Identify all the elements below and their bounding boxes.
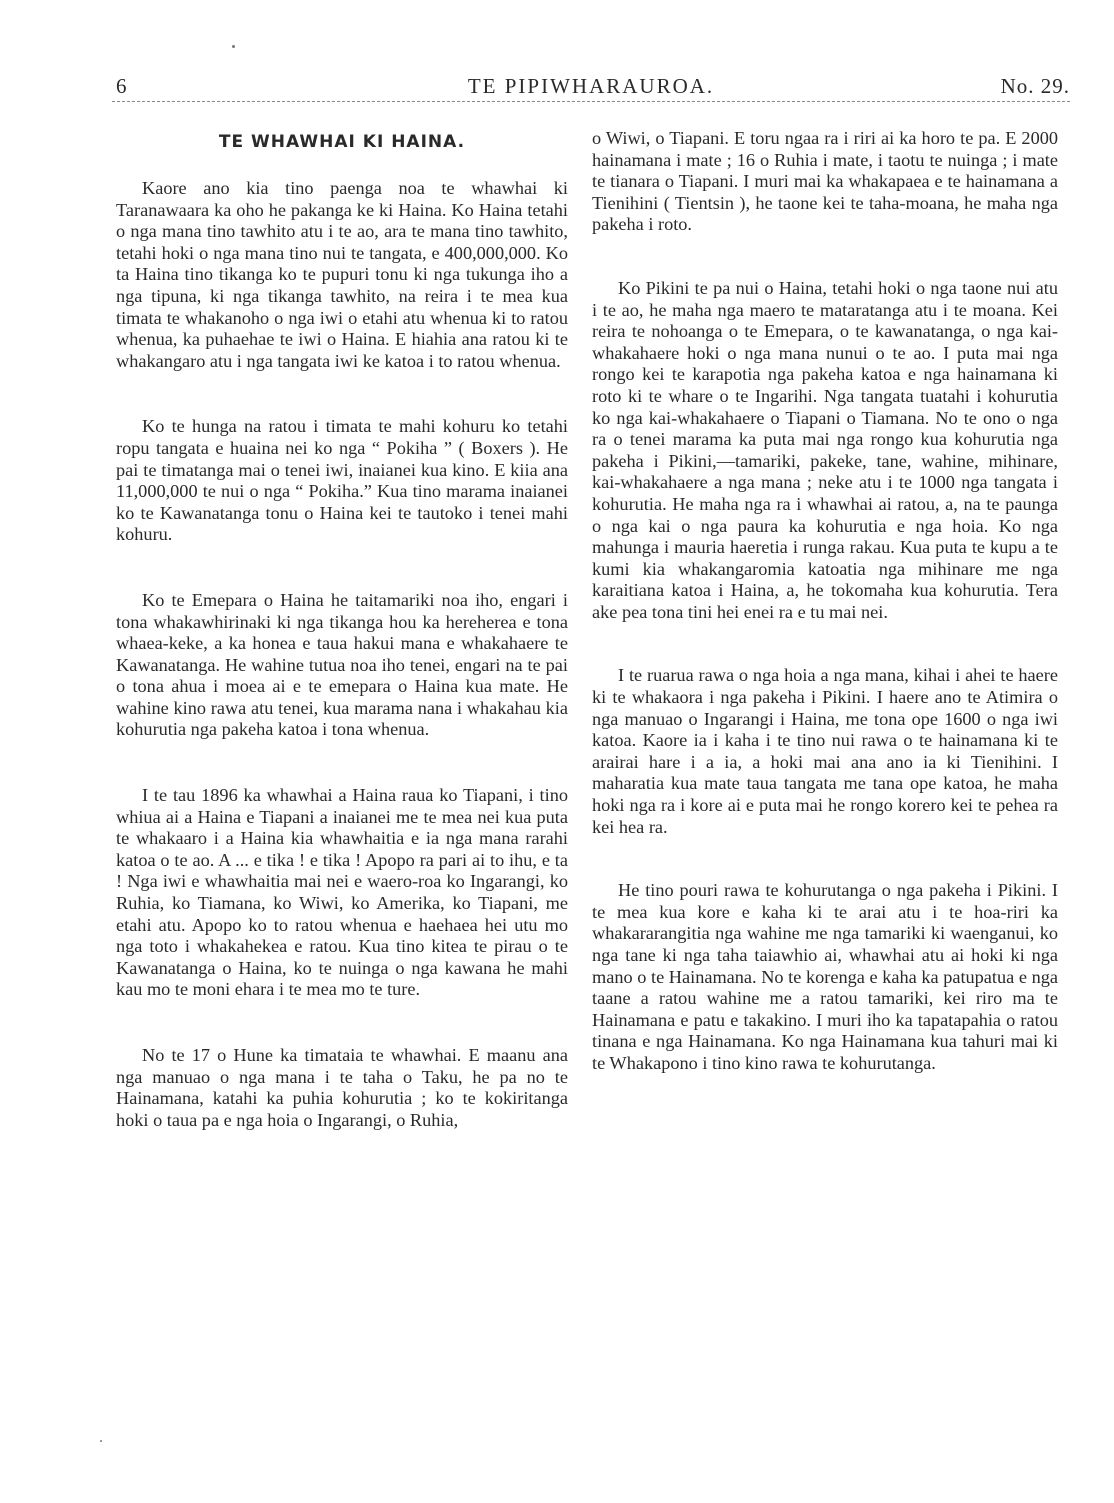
paragraph: Ko te hunga na ratou i timata te mahi kohuru ko tetahi ropu tangata e huaina nei ko nga “ Pokiha ” ( Boxers ). He pai te timatanga mai o tenei iwi, inaianei kua kino. E kiia ana 11,000,000 te nui o nga “ Pokiha.” Kua tino marama inaianei ko te Kawanatanga tonu o Haina kei te tautoko i tenei mahi kohuru. [116, 416, 568, 545]
page-header [112, 74, 1070, 102]
issue-number: No. 29. [1000, 74, 1070, 98]
paragraph-continued: o Wiwi, o Tiapani. E toru ngaa ra i riri ai ka horo te pa. E 2000 hainamana i mate ; 16 o Ruhia i mate, i taotu te nuinga ; i mate te tianara o Tiapani. I muri mai ka whakapaea e te hainamana a Tienihini ( Tientsin ), he taone kei te taha-moana, he maha nga pakeha i roto. [592, 128, 1058, 235]
article-heading: TE WHAWHAI KI HAINA. [218, 132, 466, 152]
paragraph: I te ruarua rawa o nga hoia a nga mana, kihai i ahei te haere ki te whakaora i nga pakeha i Pikini. I haere ano te Atimira o nga manuao o Ingarangi i Haina, me tona ope 1600 o nga iwi katoa. Kaore ia i kaha i te tino nui rawa o te hainamana ki te arairai hare i a ia, a hoki mai ana ano ia ki Tienihini. I maharatia kua mate taua tangata me tana ope katoa, he maha hoki nga ra i kore ai e puta mai he rongo korero kei te pehea ra kei hea ra. [592, 665, 1058, 837]
page-number: 6 [116, 74, 127, 98]
print-speck [100, 1440, 102, 1442]
right-column [592, 128, 1058, 1075]
paragraph: Ko Pikini te pa nui o Haina, tetahi hoki o nga taone nui atu i te ao, he maha nga maero te mataratanga atu i te moana. Kei reira te nohoanga o te Emepara, o te kawanatanga, o nga kai-whakahaere hoki o nga mana nunui o te ao. I puta mai nga rongo kei te karapotia nga pakeha katoa e nga hainamana ki roto ki te whare o te Ingarihi. Nga tangata tuatahi i kohurutia ko nga kai-whakahaere o Tiapani o Tiamana. No te ono o nga ra o tenei marama ka puta mai nga rongo kua kohurutia nga pakeha i Pikini,—tamariki, pakeke, tane, wahine, mihinare, kai-whakahaere a nga mana ; neke atu i te 1000 nga tangata i kohurutia. He maha nga ra i whawhai ai ratou, a, na te paunga o nga kai o nga paura ka kohurutia e nga hoia. Ko nga mahunga i mauria haeretia i runga rakau. Kua puta te kupu a te kumi kia whakangaromia katoatia nga mihinare me nga karaitiana katoa i Haina, a, he tokomaha kua kohurutia. Tera ake pea tona tini hei enei ra e tu mai nei. [592, 277, 1058, 622]
header-rule [112, 101, 1070, 102]
paragraph: No te 17 o Hune ka timataia te whawhai. E maanu ana nga manuao o nga mana i te taha o Taku, he pa no te Hainamana, katahi ka puhia kohurutia ; ko te kokiritanga hoki o taua pa e nga hoia o Ingarangi, o Ruhia, [116, 1045, 568, 1130]
paragraph: I te tau 1896 ka whawhai a Haina raua ko Tiapani, i tino whiua ai a Haina e Tiapani a inaianei me te mea nei kua puta te whakaaro i a Haina kia whawhaitia e ia nga mana rarahi katoa o te ao. A ... e tika ! e tika ! Apopo ra pari ai to ihu, e ta ! Nga iwi e whawhaitia mai nei e waero-roa ko Ingarangi, ko Ruhia, ko Tiamana, ko Wiwi, ko Amerika, ko Tiapani, me etahi atu. Apopo ko to ratou whenua e haehaea hei utu mo nga toto i whakahekea e ratou. Kua tino kitea te pirau o te Kawanatanga o Haina, ko te nuinga o nga kawana he mahi kau mo te moni ehara i te mea mo te ture. [116, 785, 568, 1000]
paragraph: He tino pouri rawa te kohurutanga o nga pakeha i Pikini. I te mea kua kore e kaha ki te arai atu i te hoa-riri ka whakararangitia nga wahine me nga tamariki ki waenganui, ko nga tane ki nga taha taiawhio ai, whawhai atu ai hoki ki nga mano o te Hainamana. No te korenga e kaha ka patupatua e nga taane a ratou wahine me a ratou tamariki, kei riro ma te Hainamana e patu e takakino. I muri iho ka tapatapahia o ratou tinana e nga Hainamana. Ko nga Hainamana kua tahuri mai ki te Whakapono i tino kino rawa te kohurutanga. [592, 880, 1058, 1073]
paragraph: Kaore ano kia tino paenga noa te whawhai ki Taranawaara ka oho he pakanga ke ki Haina. Ko Haina tetahi o nga mana tino tawhito atu i te ao, ara te mana tino tawhito, tetahi hoki o nga mana tino nui te tangata, e 400,000,000. Ko ta Haina tino tikanga ko te pupuri tonu ki nga tukunga iho a nga tipuna, ki nga tikanga tawhito, na reira i te mea kua timata te whakanoho o nga iwi o etahi atu whenua ki to ratou whenua, ka puhaehae te iwi o Haina. E hiahia ana ratou ki te whakangaro atu i nga tangata iwi ke katoa i to ratou whenua. [116, 178, 568, 371]
publication-title: TE PIPIWHARAUROA. [467, 74, 715, 98]
left-column [116, 128, 568, 1131]
paragraph: Ko te Emepara o Haina he taitamariki noa iho, engari i tona whakawhirinaki ki nga tikanga hou ka hereherea e tona whaea-keke, a ka honea e taua hakui mana e whakahaere te Kawanatanga. He wahine tutua noa iho tenei, engari na te pai o tona ahua i moea ai e te emepara o Haina kua mate. He wahine kino rawa atu tenei, kua marama nana i whakahau kia kohurutia nga pakeha katoa i tona whenua. [116, 589, 568, 740]
print-speck [232, 45, 235, 48]
